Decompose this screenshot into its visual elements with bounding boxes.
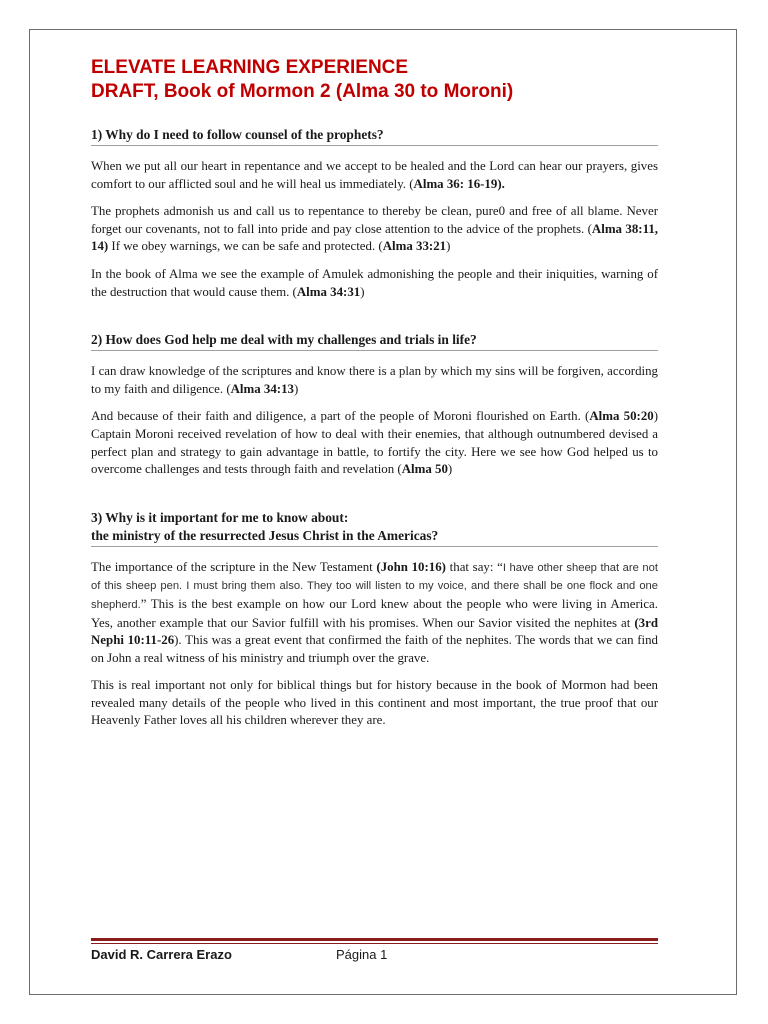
paragraph: And because of their faith and diligence, a part of the people of Moroni flourished on Earth. (Alma 50:20) Captain Moroni received revelation of how to deal with their enemies, that although outnumbered devised a perfect plan and strategy to gain advantage in battle, to fortify the city. Here we see how God helped us to overcome challenges and tests through faith and revelation (Alma 50) xyxy=(91,409,659,477)
paragraph: I can draw knowledge of the scriptures and know there is a plan by which my sins will be forgiven, according to my faith and diligence. (Alma 34:13) xyxy=(91,364,658,396)
section-2 xyxy=(91,331,658,479)
paragraph: The prophets admonish us and call us to repentance to thereby be clean, pure0 and free of all blame. Never forget our covenants, not to fall into pride and pay close attention to the advice of the prophets. (Alma 38:11, 14) If we obey warnings, we can be safe and protected. (Alma 33:21) xyxy=(91,204,659,254)
section-3 xyxy=(91,509,658,730)
scripture-reference: Alma 50 xyxy=(401,462,448,477)
scripture-reference: Alma 34:31 xyxy=(296,284,361,299)
paragraph: When we put all our heart in repentance and we accept to be healed and the Lord can hear our prayers, gives comfort to our afflicted soul and he will heal us immediately. (Alma 36: 16-19). xyxy=(91,159,658,191)
scripture-reference: Alma 34:13 xyxy=(230,381,294,396)
paragraph: In the book of Alma we see the example of Amulek admonishing the people and their iniquities, warning of the destruction that would cause them. (Alma 34:31) xyxy=(91,266,658,299)
title-line-2: DRAFT, Book of Mormon 2 (Alma 30 to Moroni) xyxy=(91,81,514,102)
question-2: 2) How does God help me deal with my challenges and trials in life? xyxy=(91,331,658,351)
scripture-reference: Alma 33:21 xyxy=(382,239,447,254)
document-title xyxy=(91,56,658,104)
question-3-line-2: the ministry of the resurrected Jesus Christ in the Americas? xyxy=(91,527,439,543)
scripture-quote: I have other sheep that are not of this sheep pen. I must bring them also. They too will listen to my voice, and there shall be one flock and one shepherd. xyxy=(91,561,658,611)
question-3 xyxy=(91,509,658,547)
footer-author: David R. Carrera Erazo xyxy=(91,947,232,962)
scripture-reference: Alma 38:11, 14) xyxy=(91,221,659,254)
scripture-reference: Alma 36: 16-19). xyxy=(413,176,505,191)
section-1 xyxy=(91,126,658,301)
paragraph: The importance of the scripture in the New Testament (John 10:16) that say: “I have other sheep that are not of this sheep pen. I must bring them also. They too will listen to my voice, and there shall be one flock and one shepherd.” This is the best example on how our Lord knew about the people who were living in America. Yes, another example that our Savior fulfill with his promises. When our Savior visited the nephites at (3rd Nephi 10:11-26). This was a great event that confirmed the faith of the nephites. The words that we can find on John a real witness of his ministry and triumph over the grave. xyxy=(91,559,658,665)
question-1: 1) Why do I need to follow counsel of the prophets? xyxy=(91,126,658,146)
paragraph: This is real important not only for biblical things but for history because in the book of Mormon had been revealed many details of the people who lived in this continent and most important, the true proof that our Heavenly Father loves all his children wherever they are. xyxy=(91,678,658,728)
scripture-reference: (3rd Nephi 10:11-26 xyxy=(91,615,658,648)
scripture-reference: Alma 50:20 xyxy=(589,409,654,424)
footer-rule xyxy=(91,938,658,944)
page-number: Página 1 xyxy=(336,947,388,962)
question-3-line-1: 3) Why is it important for me to know about: xyxy=(91,509,349,525)
title-line-1: ELEVATE LEARNING EXPERIENCE xyxy=(91,57,409,78)
document-body xyxy=(91,56,658,740)
scripture-reference: (John 10:16) xyxy=(376,559,446,574)
